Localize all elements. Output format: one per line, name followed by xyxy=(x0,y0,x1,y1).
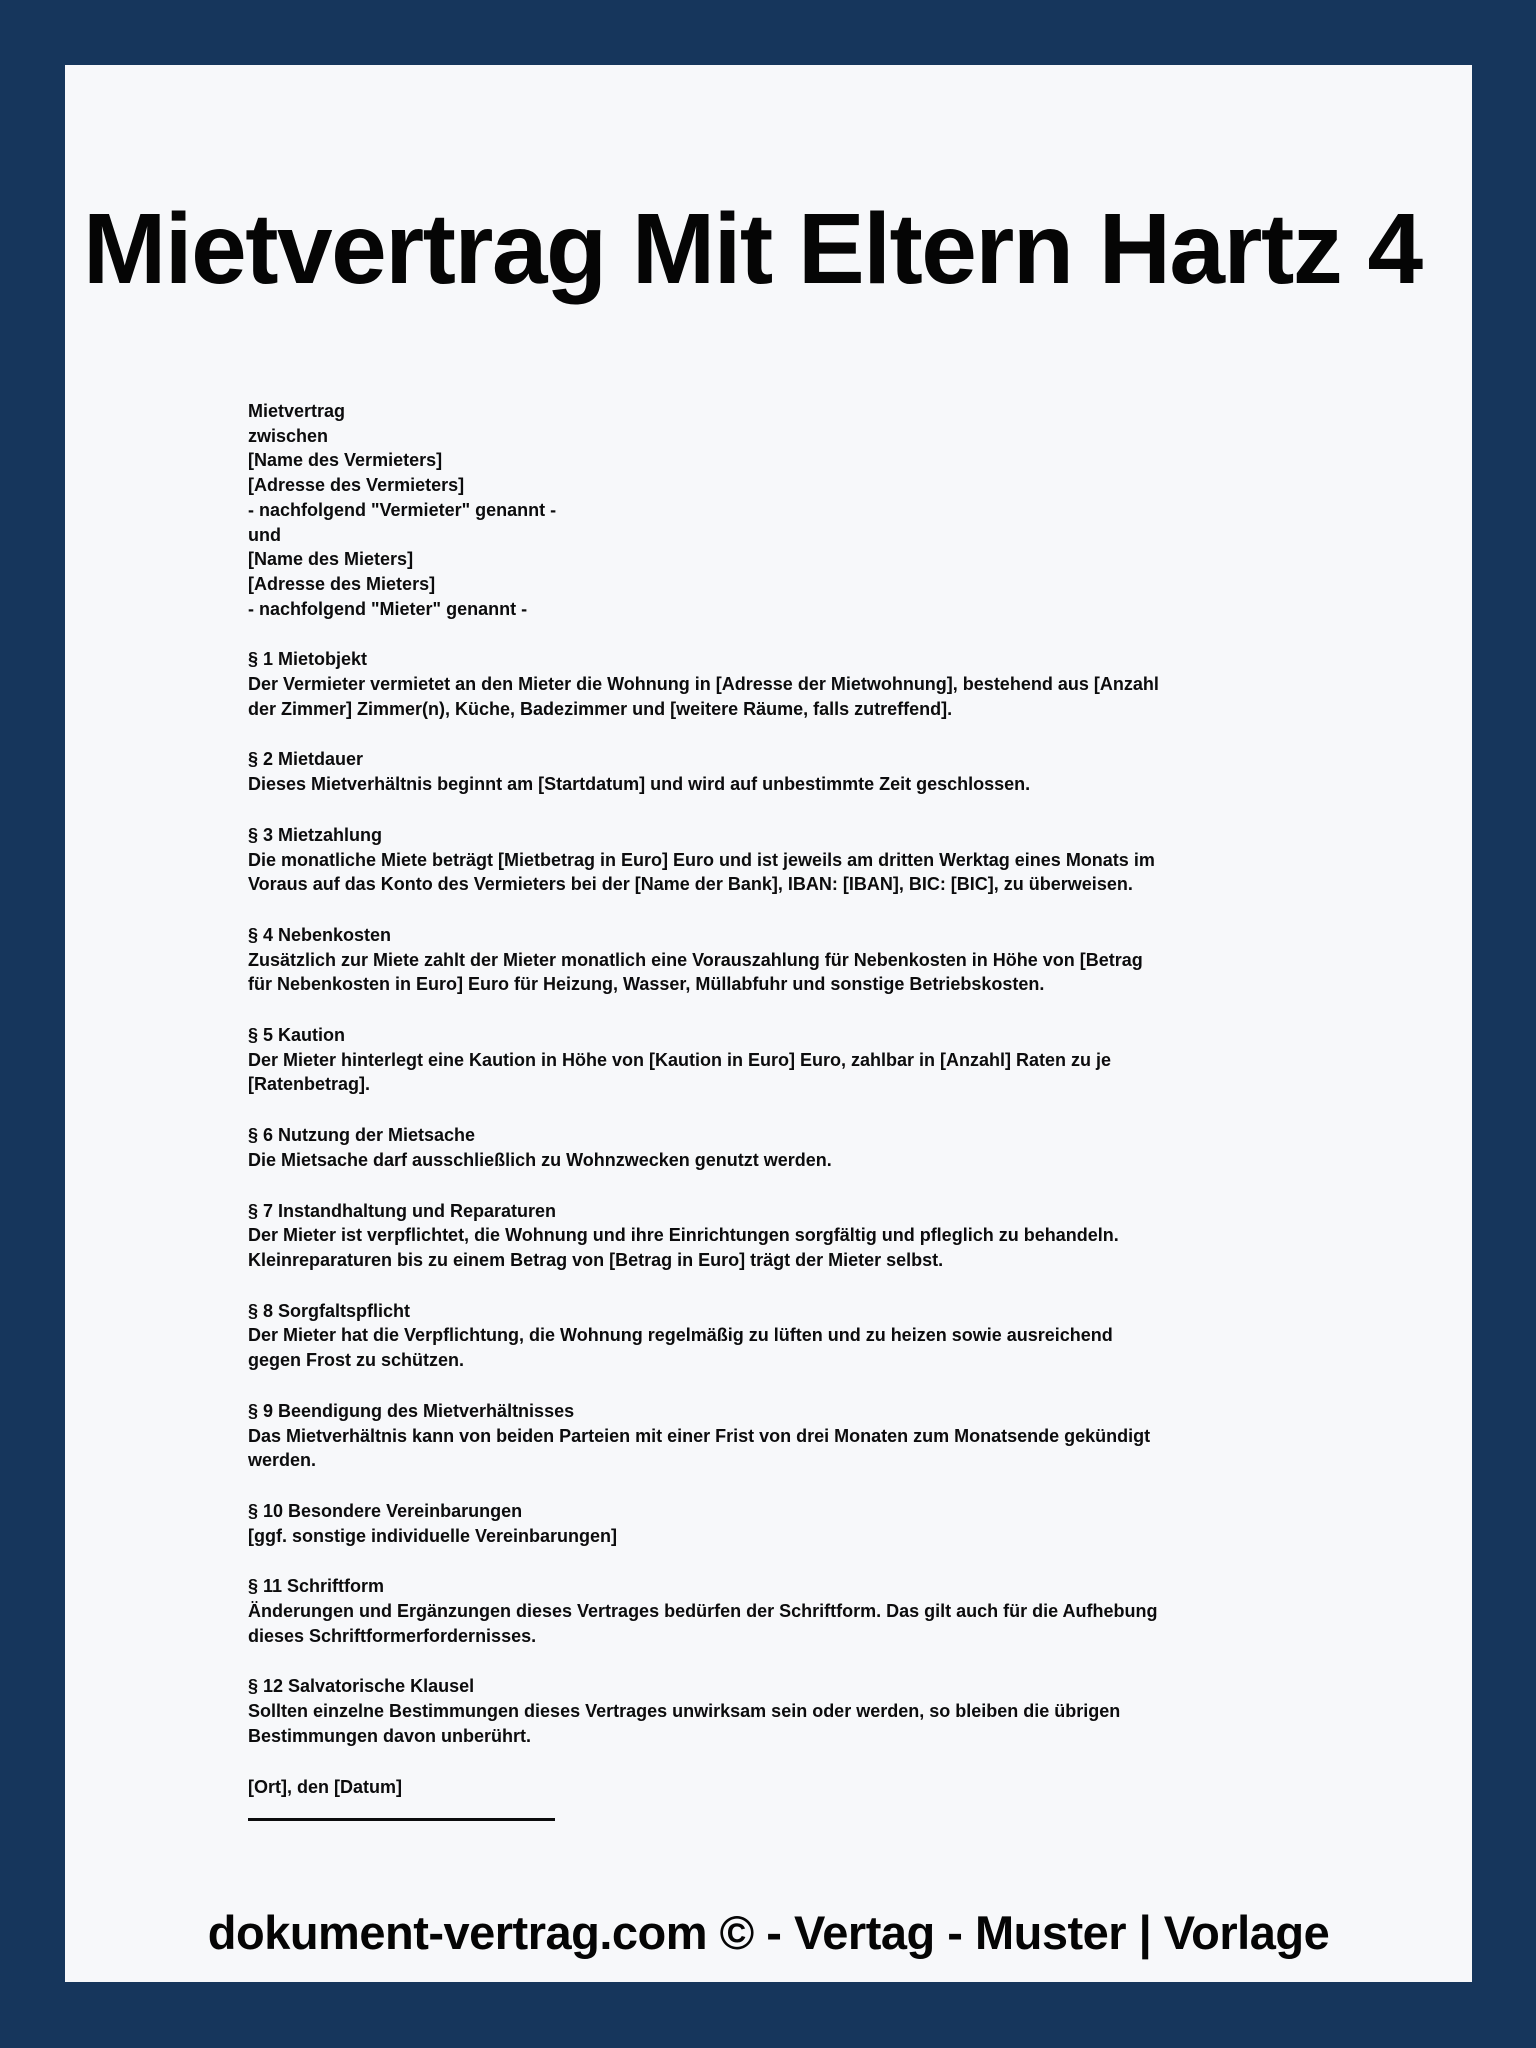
footer-credit: dokument-vertrag.com © - Vertag - Muster | Vorlage xyxy=(207,1905,1330,1959)
section-line: [ggf. sonstige individuelle Vereinbarungen] xyxy=(248,1525,618,1546)
section-heading: § 12 Salvatorische Klausel xyxy=(248,1676,475,1697)
section-line: Das Mietverhältnis kann von beiden Parteien mit einer Frist von drei Monaten zum Monatsende gekündigt xyxy=(248,1425,1151,1446)
section-line: für Nebenkosten in Euro] Euro für Heizung, Wasser, Müllabfuhr und sonstige Betriebskosten. xyxy=(248,974,1045,995)
section-5 xyxy=(248,1023,1432,1097)
section-line: Kleinreparaturen bis zu einem Betrag von [Betrag in Euro] trägt der Mieter selbst. xyxy=(248,1249,944,1270)
section-heading: § 10 Besondere Vereinbarungen xyxy=(248,1500,523,1521)
section-heading: § 4 Nebenkosten xyxy=(248,924,392,945)
section-heading: § 2 Mietdauer xyxy=(248,749,364,770)
section-line: werden. xyxy=(248,1450,317,1471)
intro-line: [Adresse des Mieters] xyxy=(248,573,436,594)
intro-line: [Name des Mieters] xyxy=(248,549,414,570)
section-2 xyxy=(248,747,1432,796)
section-9 xyxy=(248,1399,1432,1473)
page-title: Mietvertrag Mit Eltern Hartz 4 xyxy=(83,193,1422,305)
intro-line: - nachfolgend "Mieter" genannt - xyxy=(248,598,528,619)
intro-line: - nachfolgend "Vermieter" genannt - xyxy=(248,499,557,520)
section-heading: § 6 Nutzung der Mietsache xyxy=(248,1125,476,1146)
section-line: Zusätzlich zur Miete zahlt der Mieter monatlich eine Vorauszahlung für Nebenkosten in Höhe von [Betrag xyxy=(248,949,1143,970)
section-line: Der Vermieter vermietet an den Mieter die Wohnung in [Adresse der Mietwohnung], bestehend aus [Anzahl xyxy=(248,674,1159,695)
closing-line: [Ort], den [Datum] xyxy=(248,1776,402,1797)
section-7 xyxy=(248,1199,1432,1273)
section-line: Änderungen und Ergänzungen dieses Vertrages bedürfen der Schriftform. Das gilt auch für die Aufhebung xyxy=(248,1601,1158,1622)
section-1 xyxy=(248,647,1432,721)
section-line: dieses Schriftformerfordernisses. xyxy=(248,1625,537,1646)
intro-line: zwischen xyxy=(248,425,329,446)
section-heading: § 11 Schriftform xyxy=(248,1576,385,1597)
section-heading: § 9 Beendigung des Mietverhältnisses xyxy=(248,1400,575,1421)
document-page xyxy=(65,65,1472,1982)
section-line: Der Mieter ist verpflichtet, die Wohnung und ihre Einrichtungen sorgfältig und pfleglich zu behandeln. xyxy=(248,1225,1119,1246)
section-line: [Ratenbetrag]. xyxy=(248,1074,371,1095)
section-line: Die monatliche Miete beträgt [Mietbetrag in Euro] Euro und ist jeweils am dritten Werktag eines Monats im xyxy=(248,849,1155,870)
section-heading: § 3 Mietzahlung xyxy=(248,824,383,845)
section-heading: § 8 Sorgfaltspflicht xyxy=(248,1300,411,1321)
section-3 xyxy=(248,823,1432,897)
section-6 xyxy=(248,1123,1432,1172)
section-line: Voraus auf das Konto des Vermieters bei der [Name der Bank], IBAN: [IBAN], BIC: [BIC], zu überweisen. xyxy=(248,874,1133,895)
signature-line xyxy=(248,1818,555,1821)
section-line: Sollten einzelne Bestimmungen dieses Vertrages unwirksam sein oder werden, so bleiben die übrigen xyxy=(248,1701,1121,1722)
sections-container xyxy=(248,647,1432,1748)
section-line: der Zimmer] Zimmer(n), Küche, Badezimmer und [weitere Räume, falls zutreffend]. xyxy=(248,698,953,719)
section-line: gegen Frost zu schützen. xyxy=(248,1350,465,1371)
section-heading: § 7 Instandhaltung und Reparaturen xyxy=(248,1200,557,1221)
section-heading: § 1 Mietobjekt xyxy=(248,649,368,670)
section-line: Der Mieter hat die Verpflichtung, die Wohnung regelmäßig zu lüften und zu heizen sowie ausreichend xyxy=(248,1325,1113,1346)
section-line: Die Mietsache darf ausschließlich zu Wohnzwecken genutzt werden. xyxy=(248,1149,832,1170)
section-12 xyxy=(248,1674,1432,1748)
intro-line: Mietvertrag xyxy=(248,401,346,421)
contract-body xyxy=(248,399,1432,1821)
intro-line: [Adresse des Vermieters] xyxy=(248,475,465,496)
section-11 xyxy=(248,1574,1432,1648)
intro-line: und xyxy=(248,524,281,545)
section-4 xyxy=(248,923,1432,997)
section-heading: § 5 Kaution xyxy=(248,1025,346,1046)
section-line: Dieses Mietverhältnis beginnt am [Startdatum] und wird auf unbestimmte Zeit geschlossen. xyxy=(248,774,1031,795)
intro-block xyxy=(248,399,1432,621)
intro-line: [Name des Vermieters] xyxy=(248,450,443,471)
section-line: Bestimmungen davon unberührt. xyxy=(248,1725,532,1746)
section-8 xyxy=(248,1299,1432,1373)
section-line: Der Mieter hinterlegt eine Kaution in Höhe von [Kaution in Euro] Euro, zahlbar in [Anzahl] Raten zu je xyxy=(248,1049,1112,1070)
section-10 xyxy=(248,1499,1432,1548)
